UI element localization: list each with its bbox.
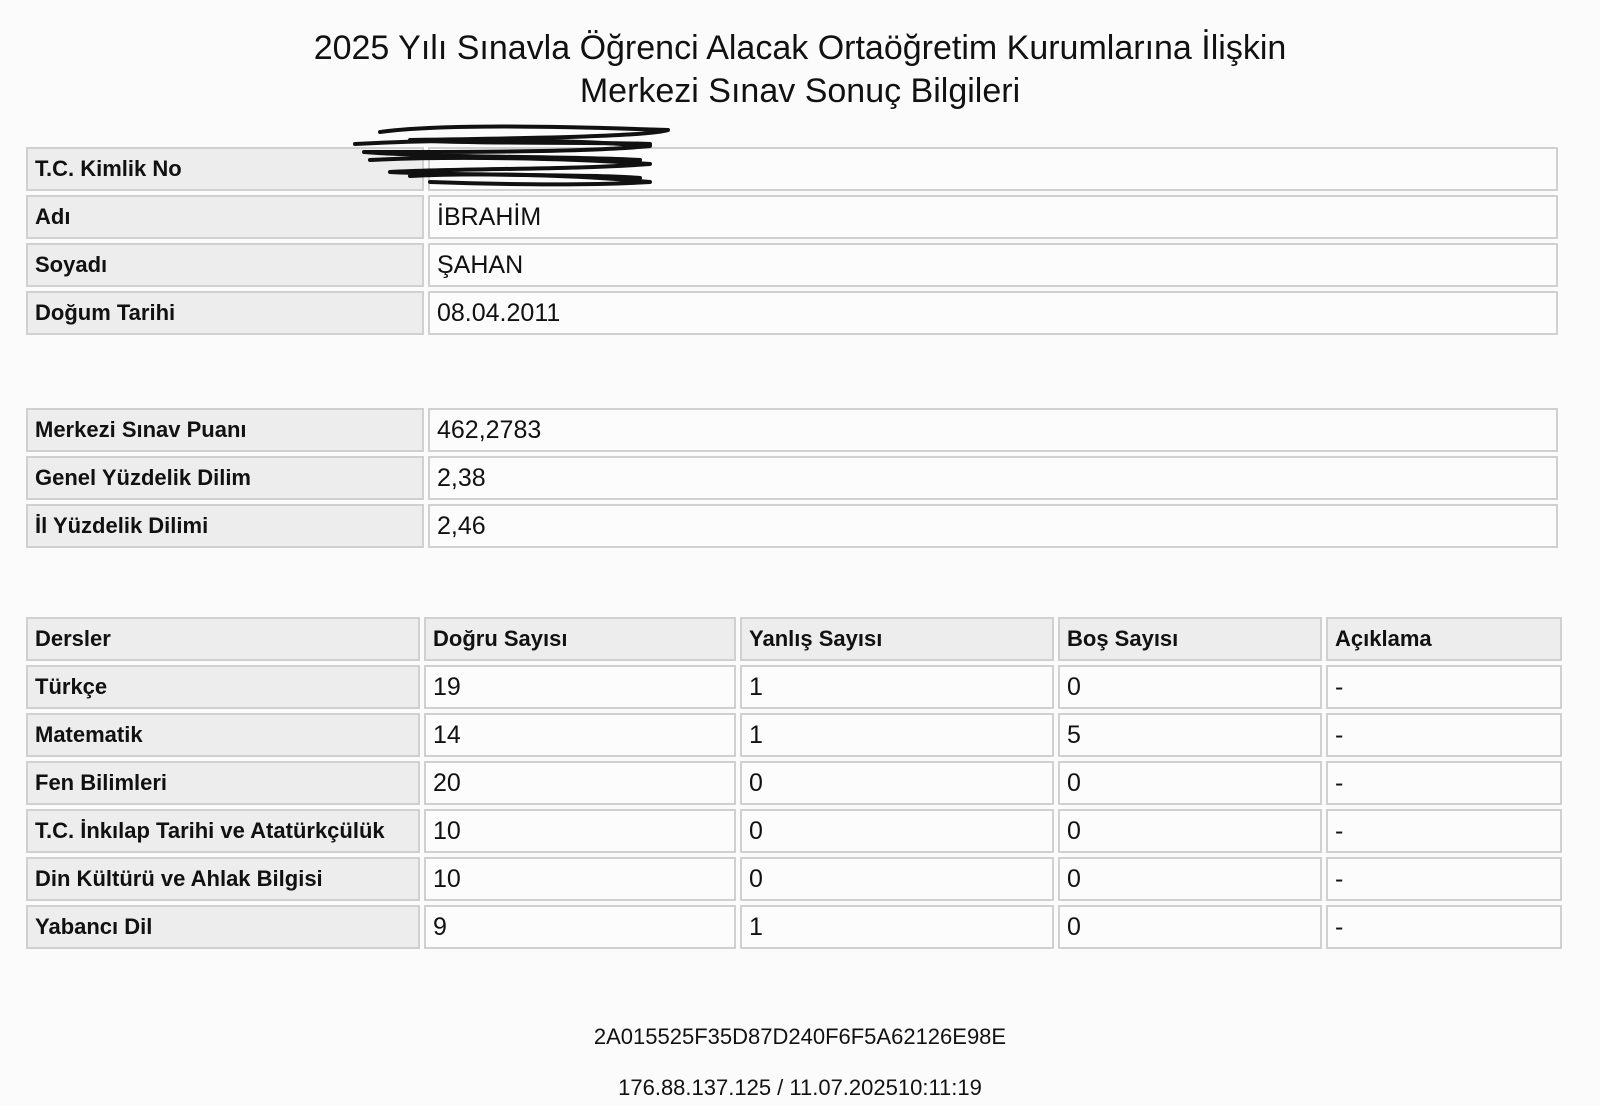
wrong-count: 0 [740,809,1054,853]
table-row [26,665,1562,709]
birth-date-label: Doğum Tarihi [26,291,424,335]
birth-date-value: 08.04.2011 [428,291,1558,335]
column-header-lessons: Dersler [26,617,420,661]
wrong-count: 1 [740,713,1054,757]
lesson-name: Türkçe [26,665,420,709]
lesson-name: Yabancı Dil [26,905,420,949]
correct-count: 19 [424,665,736,709]
note-cell: - [1326,713,1562,757]
correct-count: 14 [424,713,736,757]
note-cell: - [1326,857,1562,901]
note-cell: - [1326,905,1562,949]
table-row [26,456,1558,500]
exam-score-label: Merkezi Sınav Puanı [26,408,424,452]
wrong-count: 1 [740,665,1054,709]
lesson-name: T.C. İnkılap Tarihi ve Atatürkçülük [26,809,420,853]
correct-count: 9 [424,905,736,949]
table-row [26,504,1558,548]
table-row [26,713,1562,757]
tc-kimlik-value [428,147,1558,191]
blank-count: 0 [1058,905,1322,949]
blank-count: 0 [1058,665,1322,709]
table-row [26,857,1562,901]
column-header-correct: Doğru Sayısı [424,617,736,661]
verification-hash: 2A015525F35D87D240F6F5A62126E98E [593,1024,1007,1049]
table-row [26,809,1562,853]
general-percentile-label: Genel Yüzdelik Dilim [26,456,424,500]
province-percentile-value: 2,46 [428,504,1558,548]
table-row [26,761,1562,805]
personal-info-table [22,143,1562,339]
blank-count: 5 [1058,713,1322,757]
note-cell: - [1326,665,1562,709]
wrong-count: 0 [740,857,1054,901]
lessons-table [22,613,1566,953]
column-header-blank: Boş Sayısı [1058,617,1322,661]
table-row [26,291,1558,335]
table-row [26,408,1558,452]
column-header-note: Açıklama [1326,617,1562,661]
table-row [26,243,1558,287]
table-row [26,905,1562,949]
general-percentile-value: 2,38 [428,456,1558,500]
page-title-line-2: Merkezi Sınav Sonuç Bilgileri [579,72,1021,110]
blank-count: 0 [1058,809,1322,853]
first-name-label: Adı [26,195,424,239]
note-cell: - [1326,809,1562,853]
wrong-count: 1 [740,905,1054,949]
first-name-value: İBRAHİM [428,195,1558,239]
blank-count: 0 [1058,857,1322,901]
lesson-name: Fen Bilimleri [26,761,420,805]
column-header-wrong: Yanlış Sayısı [740,617,1054,661]
blank-count: 0 [1058,761,1322,805]
wrong-count: 0 [740,761,1054,805]
last-name-label: Soyadı [26,243,424,287]
page-title [0,27,1600,113]
table-row [26,147,1558,191]
last-name-value: ŞAHAN [428,243,1558,287]
exam-score-table [22,404,1562,552]
ip-timestamp: 176.88.137.125 / 11.07.202510:11:19 [618,1075,982,1100]
page-title-line-1: 2025 Yılı Sınavla Öğrenci Alacak Ortaöğretim Kurumlarına İlişkin [313,29,1287,67]
tc-kimlik-label: T.C. Kimlik No [26,147,424,191]
lesson-name: Din Kültürü ve Ahlak Bilgisi [26,857,420,901]
table-row [26,195,1558,239]
exam-score-value: 462,2783 [428,408,1558,452]
correct-count: 10 [424,857,736,901]
correct-count: 20 [424,761,736,805]
note-cell: - [1326,761,1562,805]
correct-count: 10 [424,809,736,853]
lesson-name: Matematik [26,713,420,757]
province-percentile-label: İl Yüzdelik Dilimi [26,504,424,548]
table-header-row [26,617,1562,661]
